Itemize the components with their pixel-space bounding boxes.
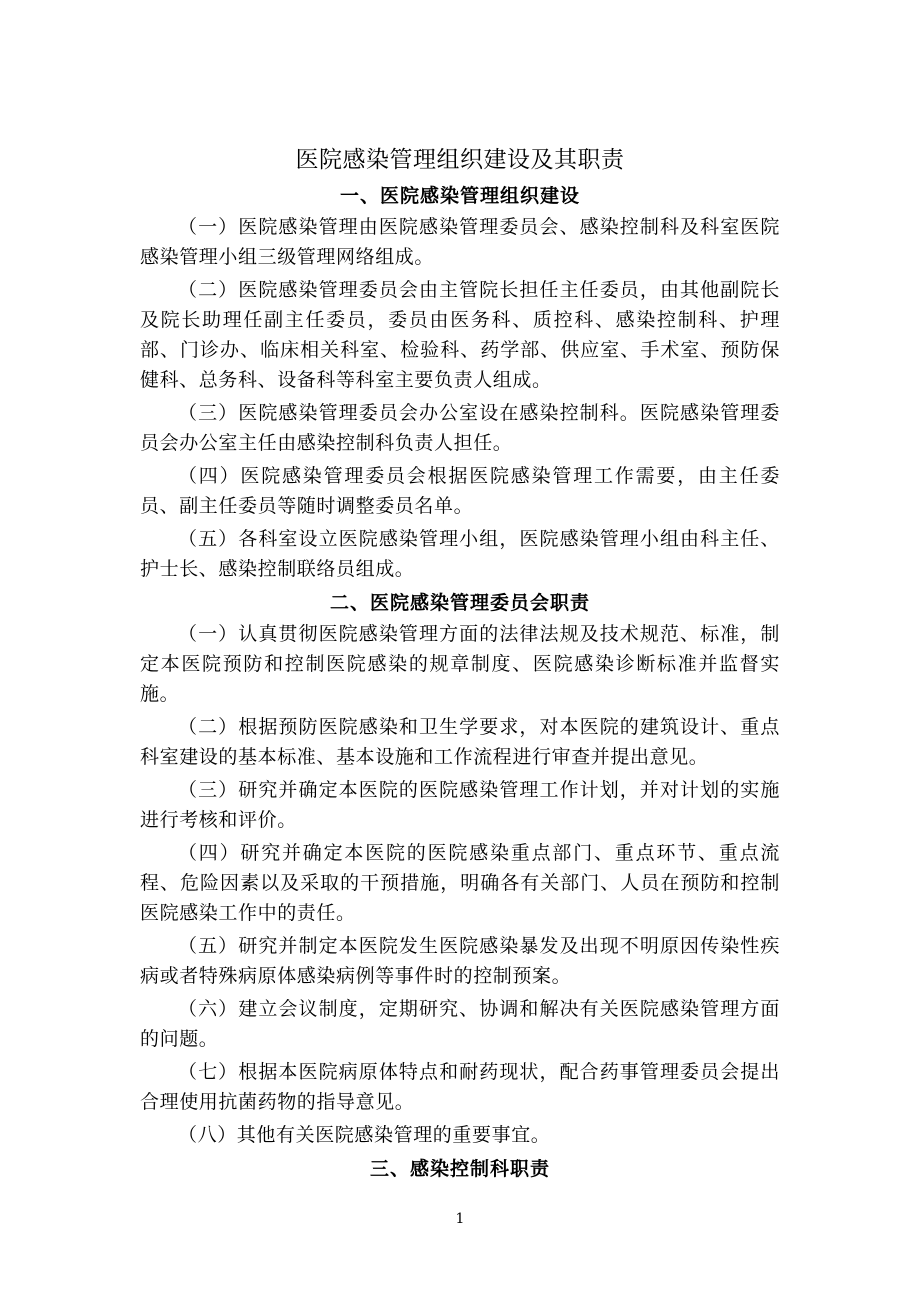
paragraph: （二）根据预防医院感染和卫生学要求，对本医院的建筑设计、重点科室建设的基本标准、基本设施和工作流程进行审查并提出意见。 [140,716,780,768]
section-heading: 二、医院感染管理委员会职责 [329,592,590,614]
section-organization [140,180,780,584]
section-infection-control-duties [140,1153,780,1185]
page-number: 1 [455,1211,465,1227]
paragraph: （四）研究并确定本医院的医院感染重点部门、重点环节、重点流程、危险因素以及采取的干预措施，明确各有关部门、人员在预防和控制医院感染工作中的责任。 [140,842,780,924]
paragraph: （四）医院感染管理委员会根据医院感染管理工作需要，由主任委员、副主任委员等随时调整委员名单。 [140,465,780,517]
paragraph: （三）医院感染管理委员会办公室设在感染控制科。医院感染管理委员会办公室主任由感染控制科负责人担任。 [140,402,780,454]
section-heading: 三、感染控制科职责 [369,1158,550,1180]
paragraph: （三）研究并确定本医院的医院感染管理工作计划，并对计划的实施进行考核和评价。 [140,779,780,831]
document-body [140,140,780,1185]
section-committee-duties [140,587,780,1150]
paragraph: （五）各科室设立医院感染管理小组，医院感染管理小组由科主任、护士长、感染控制联络员组成。 [140,528,780,580]
section-heading: 一、医院感染管理组织建设 [339,185,580,207]
document-title: 医院感染管理组织建设及其职责 [295,147,625,173]
paragraph: （二）医院感染管理委员会由主管院长担任主任委员，由其他副院长及院长助理任副主任委员，委员由医务科、质控科、感染控制科、护理部、门诊办、临床相关科室、检验科、药学部、供应室、手术室、预防保健科、总务科、设备科等科室主要负责人组成。 [140,279,780,391]
paragraph: （八）其他有关医院感染管理的重要事宜。 [178,1124,551,1146]
paragraph: （六）建立会议制度，定期研究、协调和解决有关医院感染管理方面的问题。 [140,998,780,1050]
paragraph: （五）研究并制定本医院发生医院感染暴发及出现不明原因传染性疾病或者特殊病原体感染病例等事件时的控制预案。 [140,935,780,987]
paragraph: （一）医院感染管理由医院感染管理委员会、感染控制科及科室医院感染管理小组三级管理网络组成。 [140,216,780,268]
paragraph: （七）根据本医院病原体特点和耐药现状，配合药事管理委员会提出合理使用抗菌药物的指导意见。 [140,1061,780,1113]
paragraph: （一）认真贯彻医院感染管理方面的法律法规及技术规范、标准，制定本医院预防和控制医院感染的规章制度、医院感染诊断标准并监督实施。 [140,623,780,705]
